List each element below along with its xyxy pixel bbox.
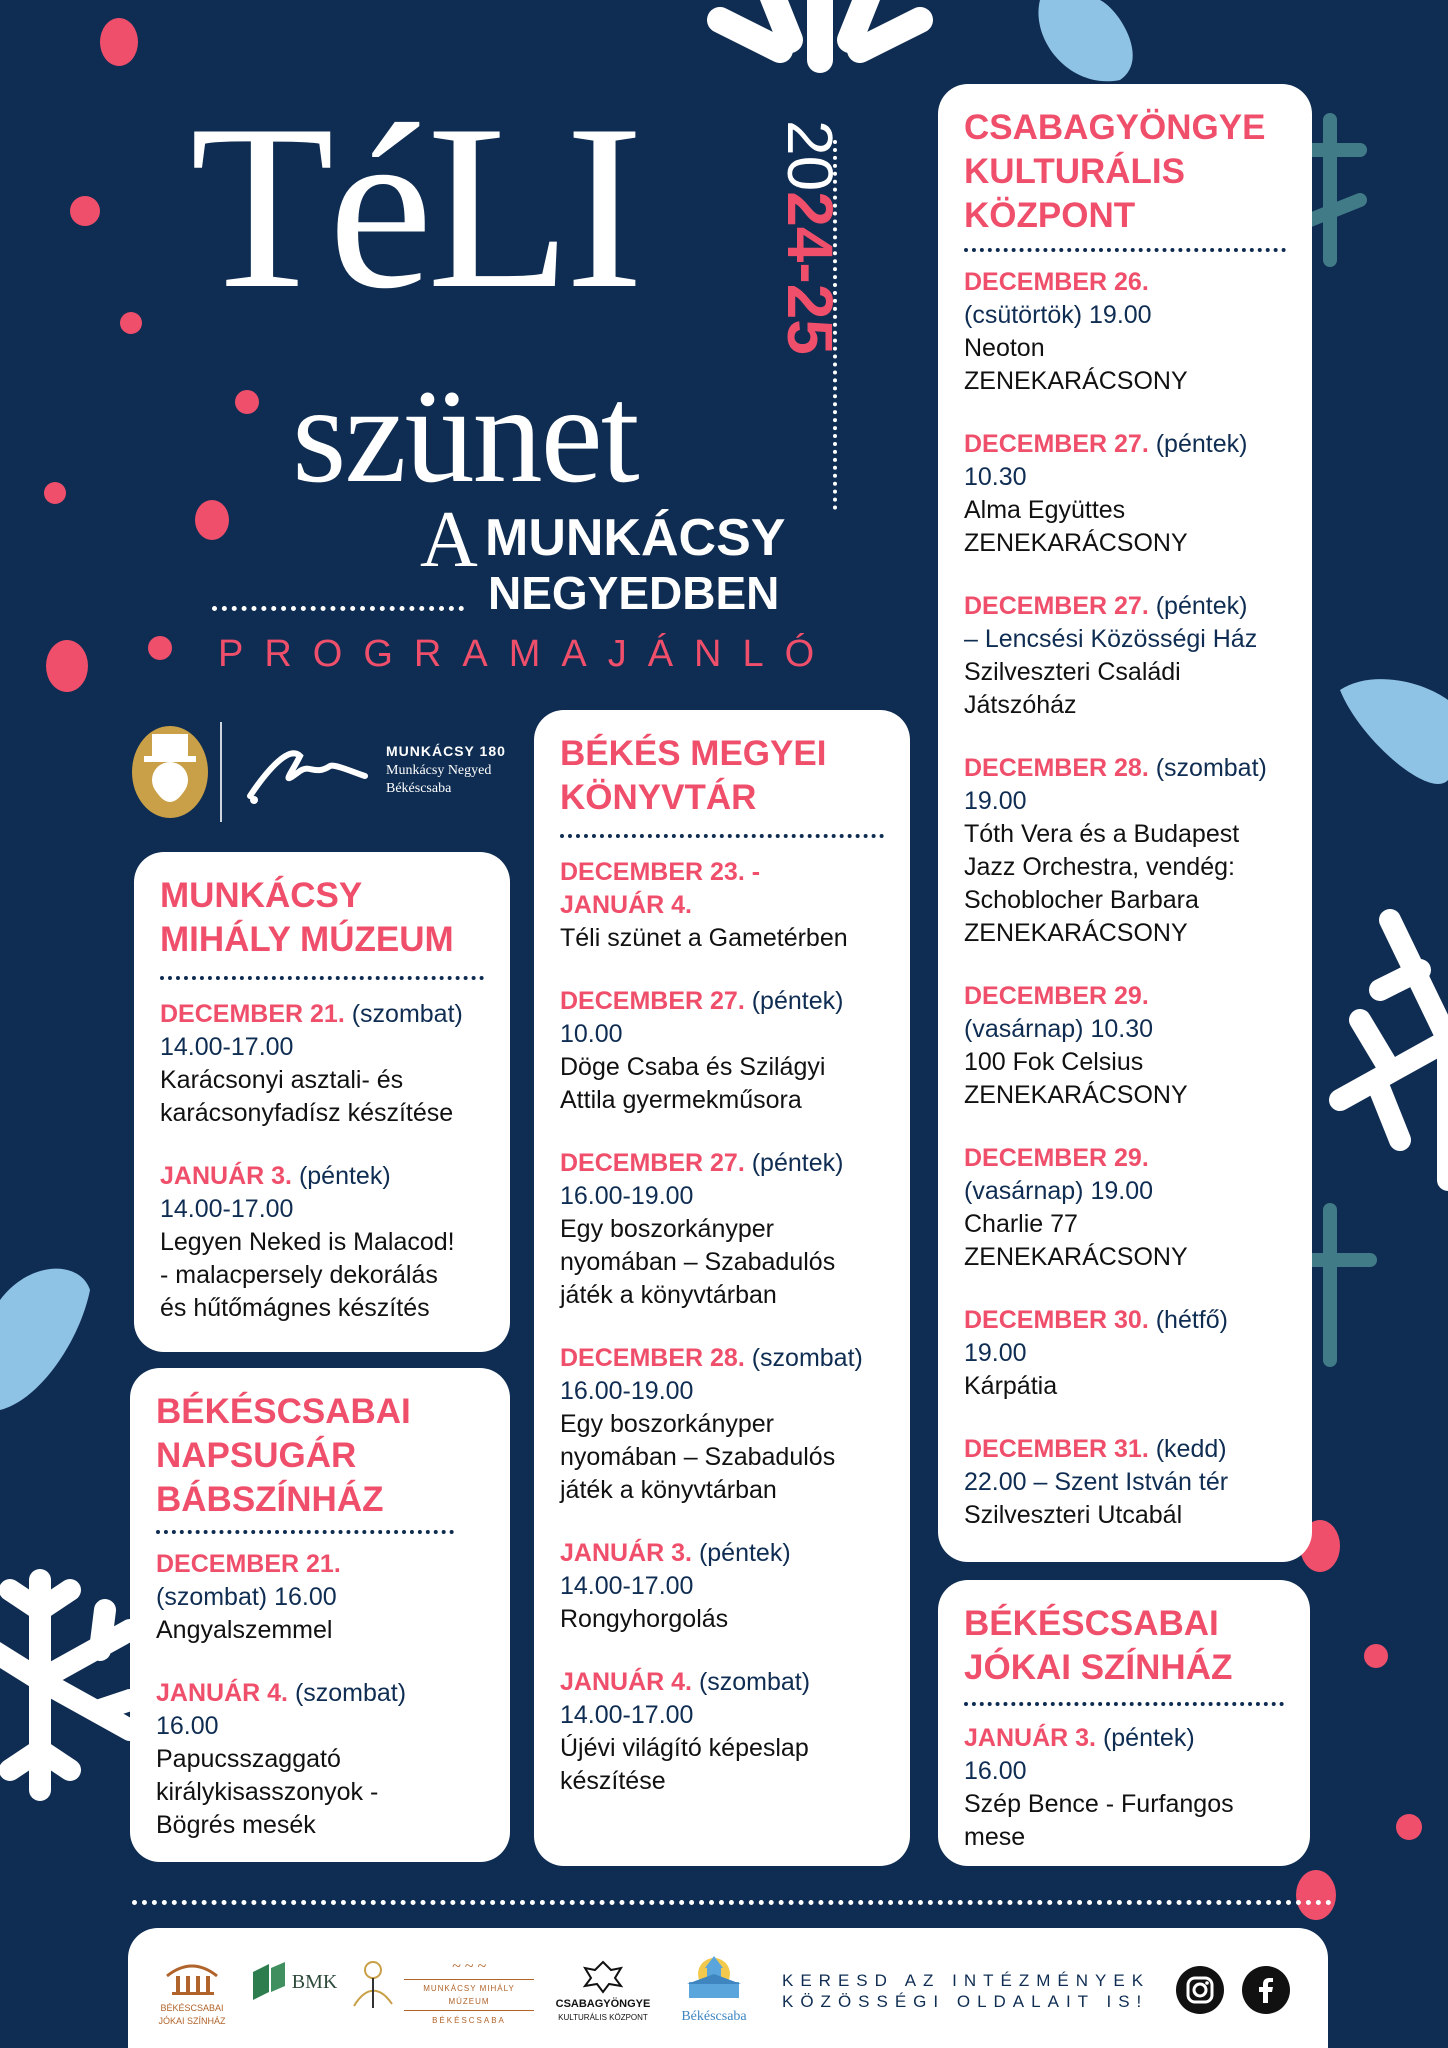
decor-dot [46,640,88,692]
event-weekday: (szombat) [698,1668,811,1696]
event-weekday: (péntek) [1155,430,1248,458]
event-date: DECEMBER 28. [560,1344,745,1372]
event-desc: Egy boszorkányper nyomában – Szabadulós játék a könyvtárban [560,1410,836,1504]
event-date: JANUÁR 3. [964,1724,1096,1752]
event-weekday: (kedd) [1155,1435,1227,1463]
event-weekday: (péntek) [1102,1724,1195,1752]
logo-csabagyongye [548,1960,658,2024]
year-bold: 24-25 [774,191,846,355]
event [964,590,1286,722]
event-weekday: (szombat) [751,1344,863,1372]
munkacsy-portrait-icon [132,726,208,818]
event [964,980,1286,1112]
card-divider [964,248,1286,252]
event-time: 19.00 [964,787,1027,815]
decor-dot [1364,1644,1388,1668]
bmk-leaf-icon [249,1962,289,2002]
event [560,1342,884,1507]
card-puppet-theatre [130,1368,510,1862]
year-thin: 20 [774,120,846,192]
event [964,1722,1284,1854]
event-desc: Tóth Vera és a Budapest Jazz Orchestra, vendég: Schoblocher Barbara ZENEKARÁCSONY [964,820,1240,947]
event-date: JANUÁR 3. [160,1162,292,1190]
event [964,1433,1286,1532]
event-time: 10.30 [964,463,1027,491]
divider-title [212,606,464,611]
event [156,1677,484,1842]
logo-bmk [248,1962,338,2006]
decor-dot [1296,1870,1336,1920]
event-desc: 100 Fok Celsius ZENEKARÁCSONY [964,1048,1188,1109]
event [560,856,884,955]
event-date: JANUÁR 3. [560,1539,692,1567]
csabagyongye-leaf-icon [581,1960,625,1994]
event-desc: Legyen Neked is Malacod! - malacpersely dekorálás és hűtőmágnes készítés [160,1228,455,1322]
event [560,1147,884,1312]
card-divider [560,834,884,838]
event-date: DECEMBER 27. [964,592,1149,620]
event [160,1160,484,1325]
decor-dot [70,196,100,226]
title-negyedben: NEGYEDBEN [488,567,780,619]
event-date: DECEMBER 23. - JANUÁR 4. [560,858,761,919]
logo-bekescsaba [664,1956,764,2023]
event-weekday: (szombat) [351,1000,463,1028]
title-a: A [420,496,478,584]
event-time: 14.00-17.00 [560,1572,694,1600]
event [964,1142,1286,1274]
card-title: BÉKÉS MEGYEI KÖNYVTÁR [560,734,827,817]
event [156,1548,484,1647]
card-jokai-theatre [938,1580,1310,1866]
event-date: DECEMBER 29. [964,982,1149,1010]
decor-dot [44,482,66,504]
event-weekday: (vasárnap) 19.00 [964,1177,1154,1205]
logo-jokai [146,1958,238,2028]
decor-dot [1396,1814,1422,1840]
event-desc: Karácsonyi asztali- és karácsonyfadísz készítése [160,1066,454,1127]
instagram-icon[interactable] [1176,1966,1224,2014]
event [964,266,1286,398]
logo-museum-script: ~ ~ ~ [452,1958,486,1975]
logo-text [386,742,506,798]
title-szunet: szünet [292,357,638,512]
theatre-icon [162,1958,222,1998]
event-desc: Papucsszaggató királykisasszonyok - Bögrés mesék [156,1745,379,1839]
event-date: DECEMBER 26. [964,268,1149,296]
divider-vertical [833,140,837,510]
decor-dot [100,18,138,66]
event-date: JANUÁR 4. [560,1668,692,1696]
logo-bmk-text: BMK [291,1971,338,1993]
event-desc: Charlie 77 ZENEKARÁCSONY [964,1210,1188,1271]
footer-divider [132,1900,1332,1905]
church-icon [679,1956,749,2006]
event-weekday: (péntek) [751,1149,844,1177]
event-weekday: (szombat) [294,1679,407,1707]
event-desc: Rongyhorgolás [560,1605,729,1633]
event-time: 16.00-19.00 [560,1182,694,1210]
title-teli: TéLI [190,77,638,338]
event-desc: Egy boszorkányper nyomában – Szabadulós játék a könyvtárban [560,1215,836,1309]
event-date: DECEMBER 27. [560,1149,745,1177]
card-csabagyongye [938,84,1312,1562]
event-weekday: (szombat) 16.00 [156,1583,337,1611]
decor-dot [120,312,142,334]
event [560,1666,884,1798]
event-time: 16.00 [964,1757,1027,1785]
event-weekday: (szombat) [1155,754,1267,782]
event-desc: Szilveszteri Utcabál [964,1501,1183,1529]
card-museum [134,852,510,1352]
card-title: CSABAGYÖNGYE KULTURÁLIS KÖZPONT [964,108,1266,235]
event-desc: Neoton ZENEKARÁCSONY [964,334,1188,395]
subtitle-programajanlo: PROGRAMAJÁNLÓ [218,633,836,675]
event-weekday: (péntek) [298,1162,391,1190]
event-desc: Szilveszteri Családi Játszóház [964,658,1181,719]
decor-dot [235,390,259,414]
facebook-icon[interactable] [1242,1966,1290,2014]
card-title: BÉKÉSCSABAI JÓKAI SZÍNHÁZ [964,1604,1233,1687]
event-time: 16.00-19.00 [560,1377,694,1405]
logo-museum-city: BÉKÉSCSABA [432,2016,506,2025]
logo-line3: Békéscsaba [386,781,452,796]
card-divider [156,1530,454,1534]
card-title: MUNKÁCSY MIHÁLY MÚZEUM [160,876,454,959]
signature-logo [240,736,370,806]
logo-line1: MUNKÁCSY 180 [386,743,506,759]
snowflake-icon [0,1580,130,1790]
event-desc: Angyalszemmel [156,1616,333,1644]
event-time: 14.00-17.00 [160,1195,294,1223]
event-venue: – Lencsési Közösségi Ház [964,625,1258,653]
event-date: DECEMBER 21. [156,1550,341,1578]
card-divider [160,976,484,980]
snowflake-icon [1340,920,1448,1180]
logo-separator [220,722,222,822]
snowflake-icon [720,0,920,60]
event-time: 19.00 [964,1339,1027,1367]
logo-jokai-text: BÉKÉSCSABAI JÓKAI SZÍNHÁZ [158,2003,226,2026]
event-weekday: (péntek) [1155,592,1248,620]
event-weekday: (péntek) [751,987,844,1015]
event-desc: Alma Együttes ZENEKARÁCSONY [964,496,1188,557]
decor-dot [195,500,229,540]
event [964,752,1286,950]
logo-csabagyongye-line2: KULTURÁLIS KÖZPONT [558,2013,648,2022]
social-cta: KERESD AZ INTÉZMÉNYEK KÖZÖSSÉGI OLDALAIT IS! [782,1971,1151,2011]
event-weekday: (csütörtök) 19.00 [964,301,1152,329]
event-date: DECEMBER 27. [964,430,1149,458]
event [964,1304,1286,1403]
event-date: JANUÁR 4. [156,1679,288,1707]
logo-museum [404,1960,534,2027]
event-time: 10.00 [560,1020,623,1048]
event-time: 16.00 [156,1712,219,1740]
decor-dot [148,636,172,660]
event-time: 14.00-17.00 [560,1701,694,1729]
title-munkacsy: MUNKÁCSY [485,509,786,567]
event-weekday: (hétfő) [1155,1306,1228,1334]
event-date: DECEMBER 30. [964,1306,1149,1334]
event-date: DECEMBER 28. [964,754,1149,782]
event-time: 14.00-17.00 [160,1033,294,1061]
event-date: DECEMBER 31. [964,1435,1149,1463]
event-time: 22.00 – Szent István tér [964,1468,1229,1496]
card-title: BÉKÉSCSABAI NAPSUGÁR BÁBSZÍNHÁZ [156,1392,411,1519]
event-weekday: (péntek) [698,1539,791,1567]
event [560,985,884,1117]
event-date: DECEMBER 29. [964,1144,1149,1172]
event [964,428,1286,560]
event-date: DECEMBER 27. [560,987,745,1015]
event-desc: Döge Csaba és Szilágyi Attila gyermekműsora [560,1053,826,1114]
logo-bekescsaba-text: Békéscsaba [681,2009,747,2024]
event-desc: Szép Bence - Furfangos mese [964,1790,1234,1851]
card-library [534,710,910,1866]
logo-munkacsy-signature [346,1956,400,2016]
event-desc: Újévi világító képeslap készítése [560,1734,809,1795]
logo-museum-name: MUNKÁCSY MIHÁLY MÚZEUM [404,1979,534,2011]
event [560,1537,884,1636]
event-date: DECEMBER 21. [160,1000,345,1028]
logo-csabagyongye-line1: CSABAGYÖNGYE [555,1998,651,2010]
event [160,998,484,1130]
event-desc: Téli szünet a Gametérben [560,924,848,952]
event-desc: Kárpátia [964,1372,1058,1400]
event-weekday: (vasárnap) 10.30 [964,1015,1154,1043]
logo-line2: Munkácsy Negyed [386,763,492,778]
card-divider [964,1702,1284,1706]
